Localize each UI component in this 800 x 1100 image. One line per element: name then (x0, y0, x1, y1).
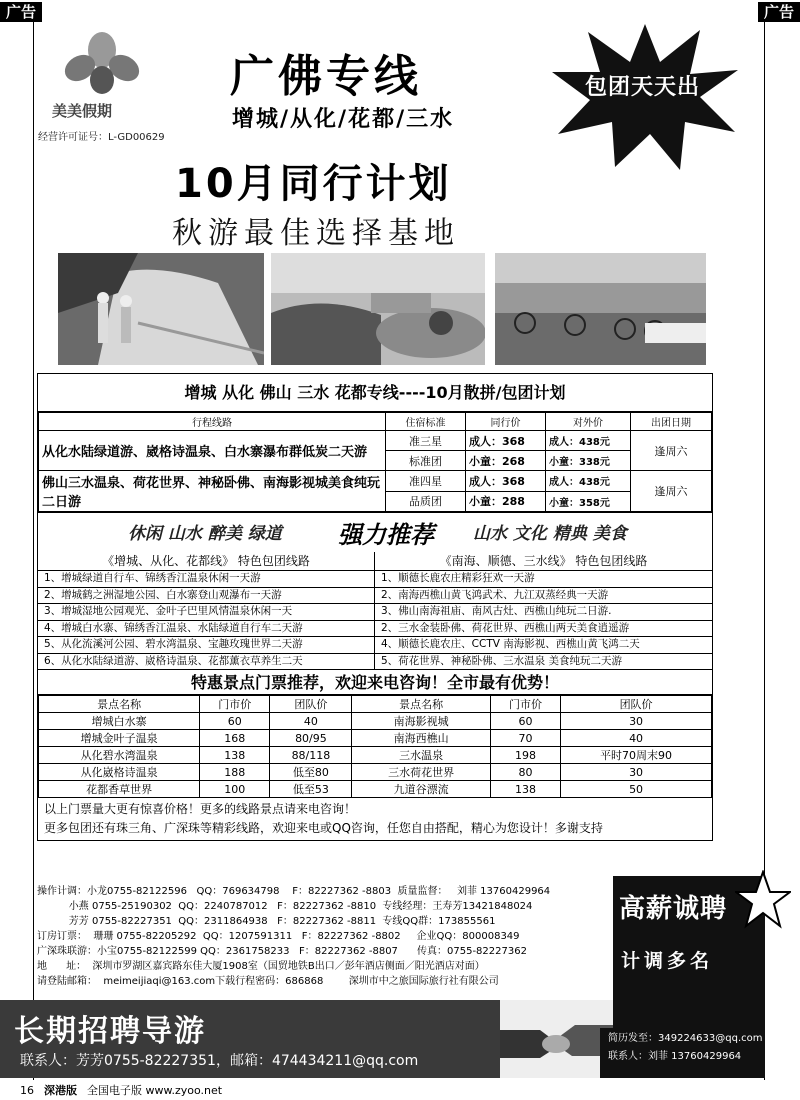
cell: 从化崴格诗温泉 (39, 764, 200, 781)
table-row (39, 781, 712, 798)
col-group: 团队价 (561, 696, 712, 713)
routes-heading: 增城 从化 佛山 三水 花都专线----10月散拼/包团计划 (38, 374, 712, 412)
col-group: 团队价 (270, 696, 352, 713)
ad-tag-right: 广告 (758, 2, 800, 22)
ad-tag-left: 广告 (0, 2, 42, 22)
list-item: 5、荷花世界、神秘卧佛、三水温泉 美食纯玩二天游 (375, 653, 712, 670)
handshake-icon (500, 1000, 613, 1078)
lodging: 品质团 (386, 491, 466, 512)
list-item: 4、顺德长鹿农庄、CCTV 南海影视、西樵山黄飞鸿二天 (375, 636, 712, 653)
list-item: 2、三水金装卧佛、荷花世界、西樵山两天美食逍遥游 (375, 620, 712, 637)
col-public-price: 对外价 (546, 413, 631, 431)
lodging: 标准团 (386, 451, 466, 471)
guide-title: 长期招聘导游 (14, 1014, 206, 1049)
cell: 138 (200, 747, 270, 764)
promo-center: 强力推荐 (338, 520, 434, 549)
tickets-table (38, 695, 712, 798)
lodging: 准三星 (386, 431, 466, 451)
cell: 增城白水寨 (39, 713, 200, 730)
cell: 70 (490, 730, 560, 747)
license-number: 经营许可证号：L-GD00629 (38, 132, 165, 143)
list-item: 4、增城白水寨、锦绣香江温泉、水陆绿道自行车二天游 (38, 620, 374, 637)
list-item: 5、从化流溪河公园、碧水湾温泉、宝趣玫瑰世界二天游 (38, 636, 374, 653)
public-price: 成人：438元 (546, 431, 631, 451)
col-route: 行程线路 (39, 413, 386, 431)
cell: 50 (561, 781, 712, 798)
depart-date: 逢周六 (631, 431, 712, 471)
lines-left-title: 《增城、从化、花都线》 特色包团线路 (102, 554, 310, 568)
contact-line: 地 址： 深圳市罗湖区嘉宾路东佳大厦1908室（国贸地铁B出口／彭年酒店侧面／阳光酒店对面） (37, 961, 485, 972)
page-number: 16 (20, 1083, 34, 1097)
cell: 80/95 (270, 730, 352, 747)
table-row (39, 730, 712, 747)
peer-price: 成人：368 (466, 471, 546, 492)
cell: 60 (200, 713, 270, 730)
peer-price: 小童：268 (466, 451, 546, 471)
lines-right (375, 552, 712, 669)
contact-line: 操作计调：小龙0755-82122596 QQ：769634798 F：82227362 -8803 质量监督： 刘菲 13760429964 (37, 886, 551, 897)
recruit-title: 高薪诚聘 (619, 894, 728, 924)
brand-logo-icon (52, 28, 152, 108)
cell: 88/118 (270, 747, 352, 764)
list-item: 3、佛山南海祖庙、南风古灶、西樵山纯玩二日游. (375, 603, 712, 620)
promo-banner (38, 512, 712, 552)
cell: 40 (561, 730, 712, 747)
recruit-contact: 联系人：刘菲 13760429964 (608, 1051, 742, 1062)
public-price: 成人：438元 (546, 471, 631, 492)
lines-left (38, 552, 375, 669)
list-item: 6、从化水陆绿道游、崴格诗温泉、花都薰衣草养生二天 (38, 653, 374, 670)
guide-left (0, 1000, 500, 1078)
public-price: 小童：338元 (546, 451, 631, 471)
routes-box (37, 373, 713, 841)
recruit-subtitle: 计调多名 (621, 950, 714, 972)
cell: 九道谷漂流 (352, 781, 490, 798)
cell: 40 (270, 713, 352, 730)
route-name: 佛山三水温泉、荷花世界、神秘卧佛、南海影视城美食纯玩二日游 (39, 471, 386, 512)
promo-right: 山水 文化 精典 美食 (473, 524, 627, 544)
waterfall-photo (58, 253, 264, 365)
group-lines (38, 552, 712, 669)
table-row (39, 764, 712, 781)
star-icon (735, 870, 791, 930)
cell: 30 (561, 764, 712, 781)
brand-name: 美美假期 (52, 102, 113, 120)
plan-subtitle: 秋游最佳选择基地 (172, 216, 460, 251)
peer-price: 小童：288 (466, 491, 546, 512)
page-subtitle: 增城/从化/花都/三水 (232, 107, 455, 132)
list-item: 2、南海西樵山黄飞鸿武术、九江双蒸经典一天游 (375, 587, 712, 604)
burst-label: 包团天天出 (585, 74, 701, 100)
recruit-contact-box (600, 1028, 765, 1078)
contact-line: 订房订票： 珊珊 0755-82205292 QQ：1207591311 F：82227362 -8802 企业QQ：800008349 (37, 931, 520, 942)
contact-line: 广深珠联游：小宝0755-82122599 QQ：2361758233 F：82227362 -8807 传真：0755-82227362 (37, 946, 527, 957)
page-title: 广佛专线 (230, 51, 422, 102)
list-item: 3、增城湿地公园观光、金叶子巴里风情温泉休闲一天 (38, 603, 374, 620)
routes-table (38, 412, 712, 512)
public-price: 小童：358元 (546, 491, 631, 512)
promo-left: 休闲 山水 醉美 绿道 (128, 524, 282, 544)
tickets-heading: 特惠景点门票推荐，欢迎来电咨询！全市最有优势！ (38, 669, 712, 695)
lodging: 准四星 (386, 471, 466, 492)
cell: 平时70周末90 (561, 747, 712, 764)
col-retail: 门市价 (490, 696, 560, 713)
cell: 三水温泉 (352, 747, 490, 764)
lines-right-title: 《南海、顺德、三水线》 特色包团线路 (439, 554, 648, 568)
cell: 花都香草世界 (39, 781, 200, 798)
cell: 低至53 (270, 781, 352, 798)
cell: 30 (561, 713, 712, 730)
cell: 138 (490, 781, 560, 798)
col-retail: 门市价 (200, 696, 270, 713)
cell: 低至80 (270, 764, 352, 781)
col-lodging: 住宿标准 (386, 413, 466, 431)
plan-title: 10月同行计划 (175, 161, 452, 207)
cell: 三水荷花世界 (352, 764, 490, 781)
cell: 168 (200, 730, 270, 747)
table-row (39, 431, 712, 451)
cell: 100 (200, 781, 270, 798)
recruit-box (613, 876, 765, 1040)
cell: 南海西樵山 (352, 730, 490, 747)
route-name: 从化水陆绿道游、崴格诗温泉、白水寨瀑布群低炭二天游 (39, 431, 386, 471)
contact-line: 请登陆邮箱： meimeijiaqi@163.com下载行程密码：686868 深圳市中之旅国际旅行社有限公司 (37, 976, 499, 987)
cell: 60 (490, 713, 560, 730)
cell: 198 (490, 747, 560, 764)
col-peer-price: 同行价 (466, 413, 546, 431)
table-row (39, 471, 712, 492)
tickets-notes (38, 798, 712, 840)
page-footer (20, 1082, 222, 1098)
contacts-block (37, 884, 612, 989)
site-label: 全国电子版 www.zyoo.net (87, 1084, 223, 1097)
table-row (39, 713, 712, 730)
cell: 80 (490, 764, 560, 781)
cell: 南海影视城 (352, 713, 490, 730)
col-spot: 景点名称 (39, 696, 200, 713)
guide-banner (0, 1014, 800, 1078)
depart-date: 逢周六 (631, 471, 712, 512)
contact-line: 芳芳 0755-82227351 QQ：2311864938 F：82227362 -8811 专线QQ群：173855561 (37, 916, 496, 927)
cycling-photo (495, 253, 706, 365)
contact-line: 小燕 0755-25190302 QQ：2240787012 F：82227362 -8810 专线经理：王寿芳13421848024 (37, 901, 533, 912)
list-item: 2、增城鹤之洲湿地公园、白水寨登山观瀑布一天游 (38, 587, 374, 604)
hotspring-photo (271, 253, 485, 365)
col-spot: 景点名称 (352, 696, 490, 713)
guide-contact: 联系人：芳芳0755-82227351，邮箱：474434211@qq.com (20, 1053, 419, 1069)
note-line: 更多包团还有珠三角、广深珠等精彩线路，欢迎来电或QQ咨询，任您自由搭配，精心为您设计！多谢支持 (44, 821, 603, 835)
peer-price: 成人：368 (466, 431, 546, 451)
cell: 188 (200, 764, 270, 781)
cell: 从化碧水湾温泉 (39, 747, 200, 764)
col-date: 出团日期 (631, 413, 712, 431)
recruit-resume: 简历发至：349224633@qq.com (608, 1033, 763, 1044)
list-item: 1、顺德长鹿农庄精彩狂欢一天游 (375, 570, 712, 587)
note-line: 以上门票量大更有惊喜价格！更多的线路景点请来电咨询！ (44, 802, 357, 816)
cell: 增城金叶子温泉 (39, 730, 200, 747)
edition-label: 深港版 (44, 1084, 77, 1097)
list-item: 1、增城绿道自行车、锦绣香江温泉休闲一天游 (38, 570, 374, 587)
table-row (39, 747, 712, 764)
